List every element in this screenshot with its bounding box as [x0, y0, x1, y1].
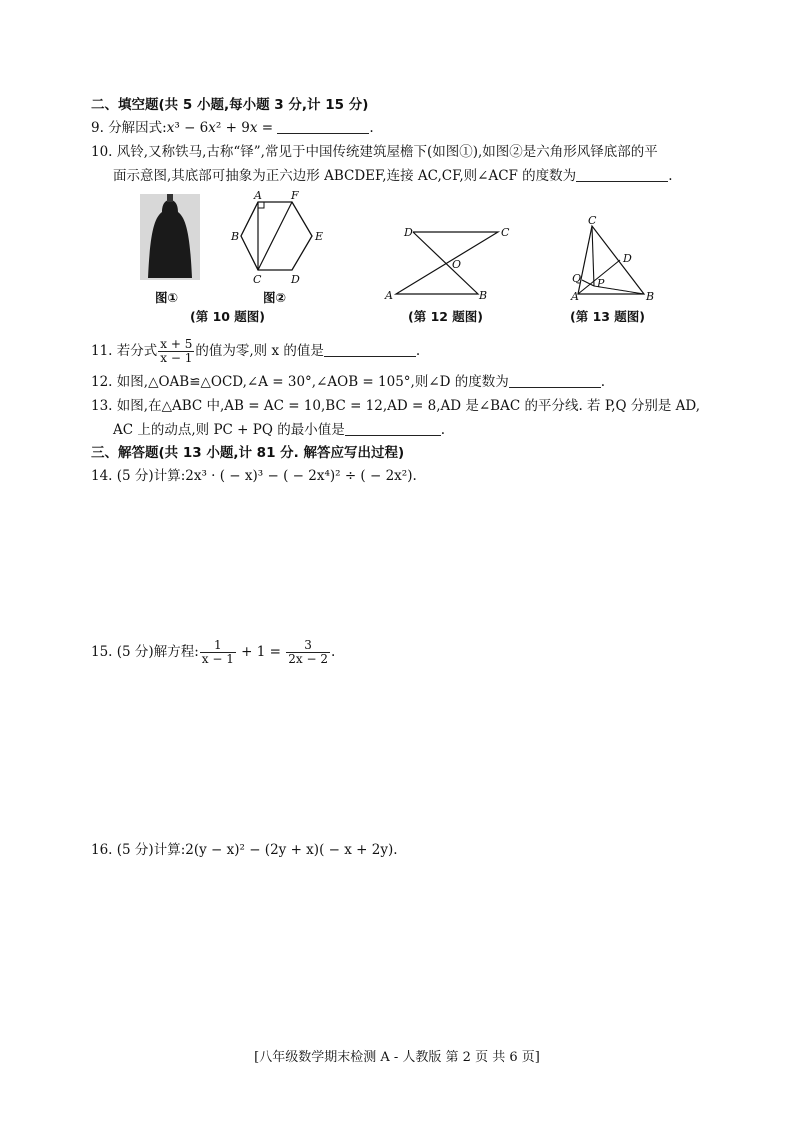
fraction-denominator: x − 1	[160, 351, 193, 365]
fraction-numerator: 3	[286, 639, 330, 653]
question-number: 11.	[91, 343, 113, 359]
fraction	[158, 338, 194, 365]
question-number: 13.	[91, 398, 113, 414]
question-12: 12. 如图,△OAB≌△OCD,∠A = 30°,∠AOB = 105°,则∠D 的度数为 .	[91, 374, 606, 390]
question-text: 若分式	[116, 343, 158, 359]
point-label: D	[623, 252, 632, 265]
question-number: 15.	[91, 644, 113, 660]
fraction-denominator: x − 1	[201, 652, 234, 666]
question-number: 9.	[91, 120, 104, 136]
question-10-line2: 面示意图,其底部可抽象为正六边形 ABCDEF,连接 AC,CF,则∠ACF 的度数为 .	[113, 168, 673, 184]
equation-part: + 1 =	[241, 644, 281, 660]
point-label: F	[291, 190, 299, 202]
point-label: B	[479, 289, 488, 302]
question-13-line1	[91, 396, 700, 416]
point-label: A	[254, 190, 262, 202]
answer-blank	[345, 421, 441, 436]
question-text: (5 分)计算:2(y − x)² − (2y + x)( − x + 2y).	[116, 842, 398, 858]
question-number: 12.	[91, 374, 113, 390]
question-text: 如图,在△ABC 中,AB = AC = 10,BC = 12,AD = 8,AD 是∠BAC 的平分线. 若 P,Q 分别是 AD,	[116, 398, 701, 414]
page-footer: [八年级数学期末检测 A - 人教版 第 2 页 共 6 页]	[254, 1050, 540, 1065]
question-11: 11. 若分式 $\frac{x + 5}{x - 1}$ 的值为零,则 x 的值是 .	[91, 337, 421, 365]
point-label: C	[588, 214, 597, 227]
question-text: AC 上的动点,则 PC + PQ 的最小值是	[113, 422, 345, 438]
wind-bell-photo	[140, 194, 200, 284]
question-15	[91, 638, 335, 666]
question-text: (5 分)解方程:	[116, 644, 199, 660]
answer-blank	[509, 373, 601, 388]
question-9: 9. 分解因式:x³ − 6x² + 9x = .	[91, 120, 374, 136]
point-label: B	[231, 230, 240, 243]
question-text: 如图,△OAB≌△OCD,∠A = 30°,∠AOB = 105°,则∠D 的度数为	[116, 374, 509, 390]
hexagon-figure	[228, 190, 328, 288]
point-label: O	[452, 258, 462, 271]
question-text: 风铃,又称铁马,古称“铎”,常见于中国传统建筑屋檐下(如图①),如图②是六角形风铎底部的平	[116, 144, 658, 160]
equation-part: .	[330, 644, 336, 660]
point-label: A	[571, 290, 579, 303]
question-text: 的值为零,则 x 的值是	[195, 343, 324, 359]
fig10-caption: (第 10 题图)	[190, 309, 266, 324]
point-label: C	[253, 273, 262, 286]
point-label: D	[291, 273, 300, 286]
question-text: (5 分)计算:2x³ · ( − x)³ − ( − 2x⁴)² ÷ ( − 2x²).	[116, 468, 417, 484]
point-label: E	[315, 230, 324, 243]
fraction-denominator: 2x − 2	[288, 652, 328, 666]
question-10-line1	[91, 142, 658, 162]
fig2-label: 图②	[263, 290, 287, 305]
point-label: D	[404, 226, 413, 239]
question-text: 面示意图,其底部可抽象为正六边形 ABCDEF,连接 AC,CF,则∠ACF 的度数为	[113, 168, 577, 184]
question-14	[91, 466, 417, 486]
answer-blank	[324, 342, 416, 357]
fig13-caption: (第 13 题图)	[570, 309, 646, 324]
point-label: A	[385, 289, 393, 302]
fig12-caption: (第 12 题图)	[408, 309, 484, 324]
section-heading-solutions: 三、解答题(共 13 小题,计 81 分. 解答应写出过程)	[91, 445, 405, 461]
point-label: C	[501, 226, 510, 239]
fraction	[200, 639, 236, 666]
figure-13	[568, 214, 660, 306]
question-text: 分解因式:	[108, 120, 167, 136]
question-16	[91, 840, 398, 860]
fraction-numerator: x + 5	[160, 337, 193, 351]
question-number: 10.	[91, 144, 113, 160]
question-number: 14.	[91, 468, 113, 484]
section-heading-fill-in: 二、填空题(共 5 小题,每小题 3 分,计 15 分)	[91, 97, 369, 113]
answer-blank	[277, 119, 369, 134]
figure-12	[380, 222, 510, 304]
point-label: Q	[572, 272, 582, 285]
fraction-numerator: 1	[200, 639, 236, 653]
fig1-label: 图①	[155, 290, 179, 305]
answer-blank	[576, 167, 668, 182]
point-label: P	[597, 277, 605, 290]
point-label: B	[646, 290, 655, 303]
question-13-line2: AC 上的动点,则 PC + PQ 的最小值是 .	[113, 422, 445, 438]
fraction	[286, 639, 330, 666]
question-number: 16.	[91, 842, 113, 858]
